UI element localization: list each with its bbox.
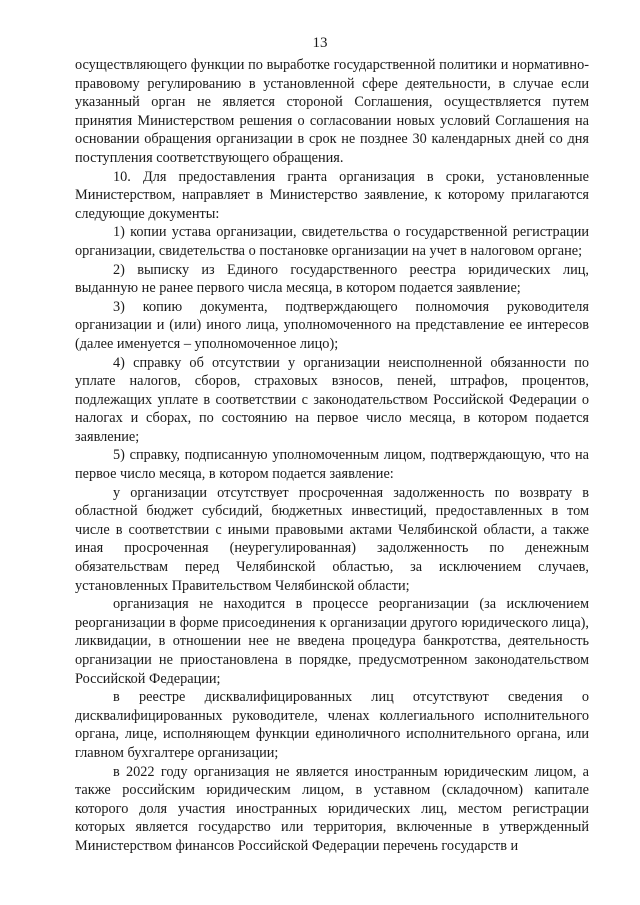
paragraph-subitem-2: 2) выписку из Единого государственного реестра юридических лиц, выданную не ранее первого числа месяца, в котором подается заявление;	[75, 261, 589, 297]
paragraph-condition-debt: у организации отсутствует просроченная задолженность по возврату в областной бюджет субсидий, бюджетных инвестиций, предоставленных в том числе в соответствии с иными правовыми актами Челябинской области, а также иная просроченная (неурегулированная) задолженность по денежным обязательствам перед Челябинской областью, за исключением случаев, установленных Правительством Челябинской области;	[75, 484, 589, 594]
paragraph-subitem-1: 1) копии устава организации, свидетельства о государственной регистрации организации, свидетельства о постановке организации на учет в налоговом органе;	[75, 224, 589, 259]
paragraph-continuation: осуществляющего функции по выработке государственной политики и нормативно-правовому регулированию в установленной сфере деятельности, в случае если указанный орган не является стороной Соглашения, осуществляется путем принятия Министерством решения о согласовании новых условий Соглашения на основании обращения организации в срок не позднее 30 календарных дней со дня поступления соответствующего обращения.	[75, 57, 589, 166]
paragraph-subitem-5: 5) справку, подписанную уполномоченным лицом, подтверждающую, что на первое число месяца, в котором подается заявление:	[75, 447, 589, 483]
paragraph-condition-disqualified: в реестре дисквалифицированных лиц отсутствуют сведения о дисквалифицированных руководителе, членах коллегиального исполнительного органа, лице, исполняющем функции единоличного исполнительного органа, или главном бухгалтере организации;	[75, 689, 589, 761]
document-body	[75, 56, 589, 856]
paragraph-subitem-3: 3) копию документа, подтверждающего полномочия руководителя организации и (или) иного лица, уполномоченного на представление ее интересов (далее именуется – уполномоченное лицо);	[75, 298, 589, 352]
paragraph-subitem-4: 4) справку об отсутствии у организации неисполненной обязанности по уплате налогов, сборов, страховых взносов, пеней, штрафов, процентов, подлежащих уплате в соответствии с законодательством Российской Федерации о налогах и сборах, по состоянию на первое число месяца, в котором подается заявление;	[75, 354, 589, 445]
paragraph-item-10: 10. Для предоставления гранта организация в сроки, установленные Министерством, направляет в Министерство заявление, к которому прилагаются следующие документы:	[75, 168, 589, 222]
paragraph-condition-foreign: в 2022 году организация не является иностранным юридическим лицом, а также российским юридическим лицом, в уставном (складочном) капитале которого доля участия иностранных юридических лиц, местом регистрации которых является государство или территория, включенные в утвержденный Министерством финансов Российской Федерации перечень государств и	[75, 763, 589, 854]
page-number: 13	[312, 35, 328, 51]
paragraph-condition-reorganization: организация не находится в процессе реорганизации (за исключением реорганизации в форме присоединения к организации другого юридического лица), ликвидации, в отношении нее не введена процедура банкротства, деятельность организации не приостановлена в порядке, предусмотренном законодательством Российской Федерации;	[75, 596, 589, 687]
